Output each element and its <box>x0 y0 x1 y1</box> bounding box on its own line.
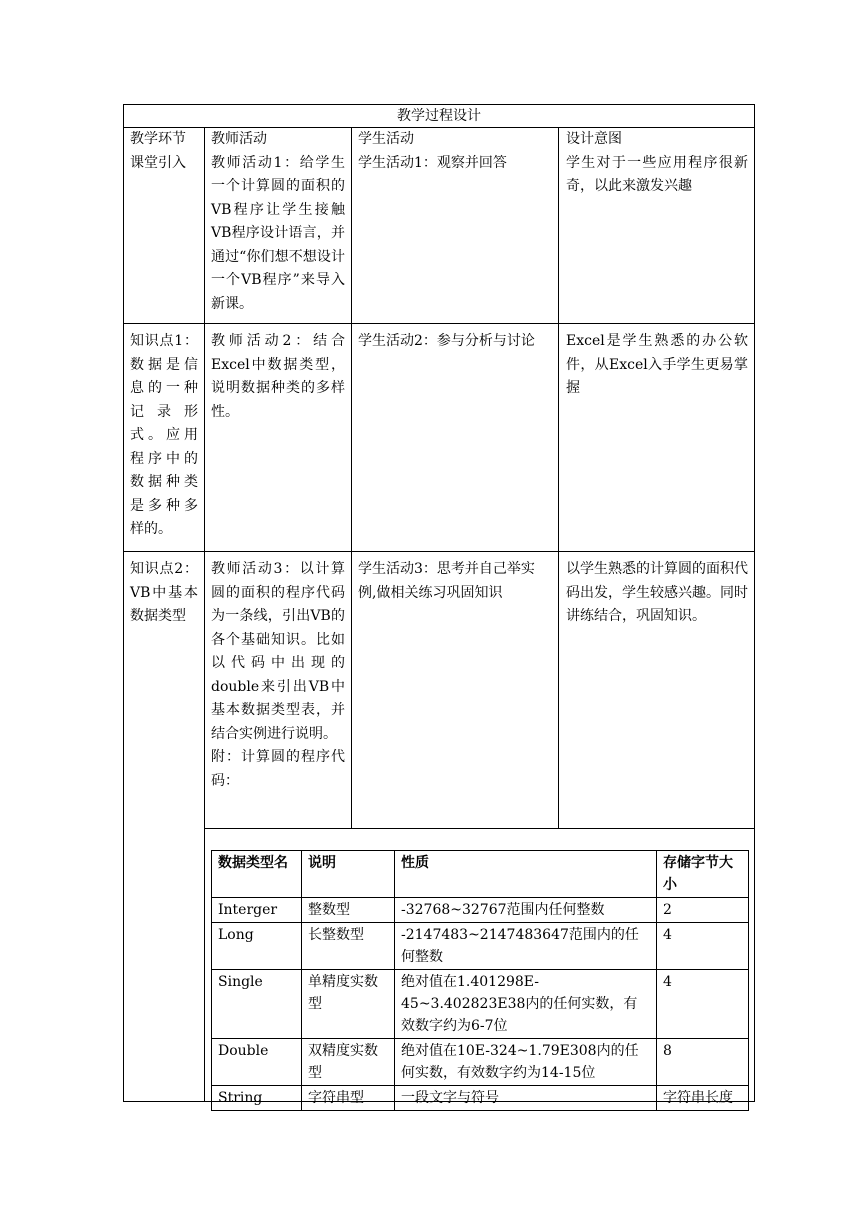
header-col1-line2: 课堂引入 <box>130 154 186 171</box>
rule <box>351 127 352 828</box>
type-description: 整数型 <box>302 898 395 923</box>
header-type-name: 数据类型名 <box>212 851 302 898</box>
table-row <box>212 1086 749 1111</box>
knowledge-point-1: 知识点1：数据是信息的一种记录形式。应用程序中的数据种类是多种多样的。 <box>130 333 198 537</box>
intent-1: 学生对于一些应用程序很新奇，以此来激发兴趣 <box>566 154 748 194</box>
header-teacher: 教师活动 <box>211 131 267 147</box>
teacher-activity-3-appendix: 附：计算圆的程序代码： <box>211 749 345 789</box>
header-col1-line1: 教学环节 <box>130 131 186 147</box>
rule <box>204 828 755 829</box>
table-row <box>212 1039 749 1086</box>
intent-3: 以学生熟悉的计算圆的面积代码出发，学生较感兴趣。同时讲练结合，巩固知识。 <box>566 561 748 624</box>
type-name: Single <box>212 970 302 1039</box>
cell-intent-0 <box>566 128 748 199</box>
student-activity-3: 学生活动3：思考并自己举实例,做相关练习巩固知识 <box>358 561 535 601</box>
cell-student-0 <box>358 128 553 175</box>
header-property: 性质 <box>395 851 657 898</box>
header-storage-size: 存储字节大小 <box>657 851 749 898</box>
intent-2: Excel是学生熟悉的办公软件，从Excel入手学生更易掌握 <box>566 333 748 396</box>
type-description: 字符串型 <box>302 1086 395 1111</box>
rule <box>124 323 754 324</box>
type-property: 一段文字与符号 <box>395 1086 657 1111</box>
table-row <box>212 923 749 970</box>
teacher-activity-2: 教师活动2：结合Excel中数据类型，说明数据种类的多样性。 <box>211 333 345 420</box>
rule <box>204 127 205 1102</box>
datatype-header-row <box>212 851 749 898</box>
rule <box>558 127 559 828</box>
type-description: 单精度实数型 <box>302 970 395 1039</box>
type-property: 绝对值在1.401298E-45~3.402823E38内的任何实数，有效数字约为6-7位 <box>395 970 657 1039</box>
type-name: Long <box>212 923 302 970</box>
type-property: -32768~32767范围内任何整数 <box>395 898 657 923</box>
knowledge-point-2: 知识点2：VB中基本数据类型 <box>130 561 198 624</box>
type-size: 8 <box>657 1039 749 1086</box>
type-description: 双精度实数型 <box>302 1039 395 1086</box>
type-property: 绝对值在10E-324~1.79E308内的任何实数，有效数字约为14-15位 <box>395 1039 657 1086</box>
student-activity-2: 学生活动2：参与分析与讨论 <box>358 333 535 349</box>
header-student: 学生活动 <box>358 131 414 147</box>
header-intent: 设计意图 <box>566 131 622 147</box>
table-row <box>212 970 749 1039</box>
type-size: 4 <box>657 970 749 1039</box>
header-description: 说明 <box>302 851 395 898</box>
type-description: 长整数型 <box>302 923 395 970</box>
datatype-table <box>211 850 749 1111</box>
type-property: -2147483~2147483647范围内的任何整数 <box>395 923 657 970</box>
cell-teacher-0 <box>211 128 345 316</box>
type-name: Interger <box>212 898 302 923</box>
cell-teacher-2 <box>211 558 345 793</box>
type-size: 2 <box>657 898 749 923</box>
type-name: String <box>212 1086 302 1111</box>
type-size: 4 <box>657 923 749 970</box>
type-name: Double <box>212 1039 302 1086</box>
table-title: 教学过程设计 <box>397 108 481 124</box>
teacher-activity-3: 教师活动3：以计算圆的面积的程序代码为一条线，引出VB的各个基础知识。比如以代码中出现的double来引出VB中基本数据类型表，并结合实例进行说明。 <box>211 561 345 742</box>
student-activity-1: 学生活动1：观察并回答 <box>358 154 507 171</box>
rule <box>124 551 754 552</box>
table-row <box>212 898 749 923</box>
teacher-activity-1: 教师活动1：给学生一个计算圆的面积的VB程序让学生接触VB程序设计语言，并通过“你们想不想设计一个VB程序”来导入新课。 <box>211 154 345 312</box>
header-col1 <box>130 128 200 175</box>
type-size: 字符串长度 <box>657 1086 749 1111</box>
